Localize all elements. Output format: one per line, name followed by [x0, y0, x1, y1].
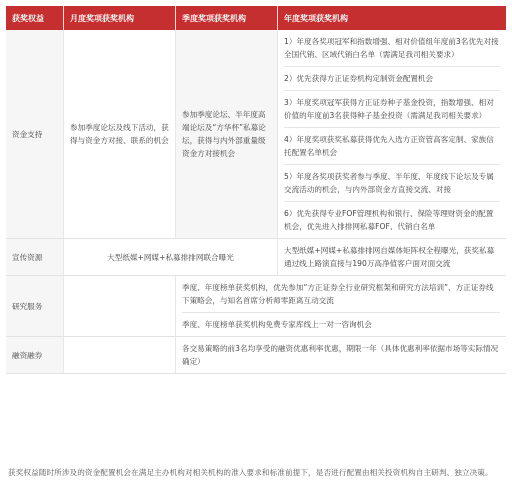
research-item: 季度、年度榜单获奖机构免费专家库线上一对一咨询机会 — [182, 312, 500, 336]
capital-annual-cell — [278, 30, 506, 239]
table-row-financing — [6, 337, 506, 374]
header-benefit: 获奖权益 — [6, 6, 64, 30]
header-annual: 年度奖项获奖机构 — [278, 6, 506, 30]
capital-annual-item: 4）年度奖项获奖私募获得优先入选方正资管高客定制、家族信托配置名单机会 — [284, 127, 500, 164]
financing-content-cell: 各交易策略的前3名均享受的融资优惠利率优惠，期限一年（具体优惠利率依据市场等实际情况确定） — [176, 337, 506, 374]
table-row-capital — [6, 30, 506, 239]
capital-quarterly-cell: 参加季度论坛、半年度高端论坛及“方华杯”私募论坛，获得与内外部重量级资金方对接机会 — [176, 30, 278, 239]
publicity-monthly-quarterly-cell: 大型纸媒+网媒+私募排排网联合曝光 — [64, 239, 278, 276]
header-monthly: 月度奖项获奖机构 — [64, 6, 176, 30]
awards-benefits-table — [6, 6, 506, 374]
capital-annual-item: 5）年度各奖项获奖者参与季度、半年度、年度线下论坛及专属交流活动的机会，与内外部资金方直接交流、对接 — [284, 164, 500, 201]
capital-monthly-cell: 参加季度论坛及线下活动，获得与资金方对接、联系的机会 — [64, 30, 176, 239]
capital-annual-item: 6）优先获得专业FOF管理机构和银行、保险等理财资金的配置机会，优先进入排排网私募FOF、代销白名单 — [284, 201, 500, 238]
table-body — [6, 30, 506, 374]
research-item: 季度、年度榜单获奖机构，优先参加“方正证券全行业研究框架和研究方法培训”、方正证券线下策略会，与知名首席分析师零距离互动交流 — [182, 283, 494, 305]
header-quarterly: 季度奖项获奖机构 — [176, 6, 278, 30]
header-row — [6, 6, 506, 30]
capital-annual-item: 3）年度奖项冠军获得方正证券种子基金投资，指数增强、相对价值的年度前3名获得种子基金投资（需满足我司相关要求） — [284, 90, 500, 127]
publicity-annual-cell: 大型纸媒+网媒+私募排排网自媒体矩阵权全程曝光，获奖私募通过线上路演直接与190万高净值客户面对面交流 — [278, 239, 506, 276]
research-monthly-cell — [64, 276, 176, 337]
capital-annual-item: 1）年度各奖项冠军和指数增强、相对价值组年度前3名优先对接全国代销、区域代销白名单（需满足我司相关要求） — [284, 37, 499, 59]
table-row-research — [6, 276, 506, 337]
awards-benefits-table-container — [6, 6, 506, 374]
row-label-publicity: 宣传资源 — [6, 239, 64, 276]
row-label-research: 研究服务 — [6, 276, 64, 337]
table-row-publicity — [6, 239, 506, 276]
research-quarterly-annual-cell — [176, 276, 506, 337]
table-header — [6, 6, 506, 30]
capital-annual-item: 2）优先获得方正证券机构定制资金配置机会 — [284, 66, 500, 90]
row-label-financing: 融资融券 — [6, 337, 64, 374]
financing-monthly-cell — [64, 337, 176, 374]
footnote: 获奖权益随时所涉及的资金配置机会在满足主办机构对相关机构的准入要求和标准前提下，是否进行配置由相关投资机构自主研判、独立决策。 — [8, 468, 493, 477]
row-label-capital: 资金支持 — [6, 30, 64, 239]
